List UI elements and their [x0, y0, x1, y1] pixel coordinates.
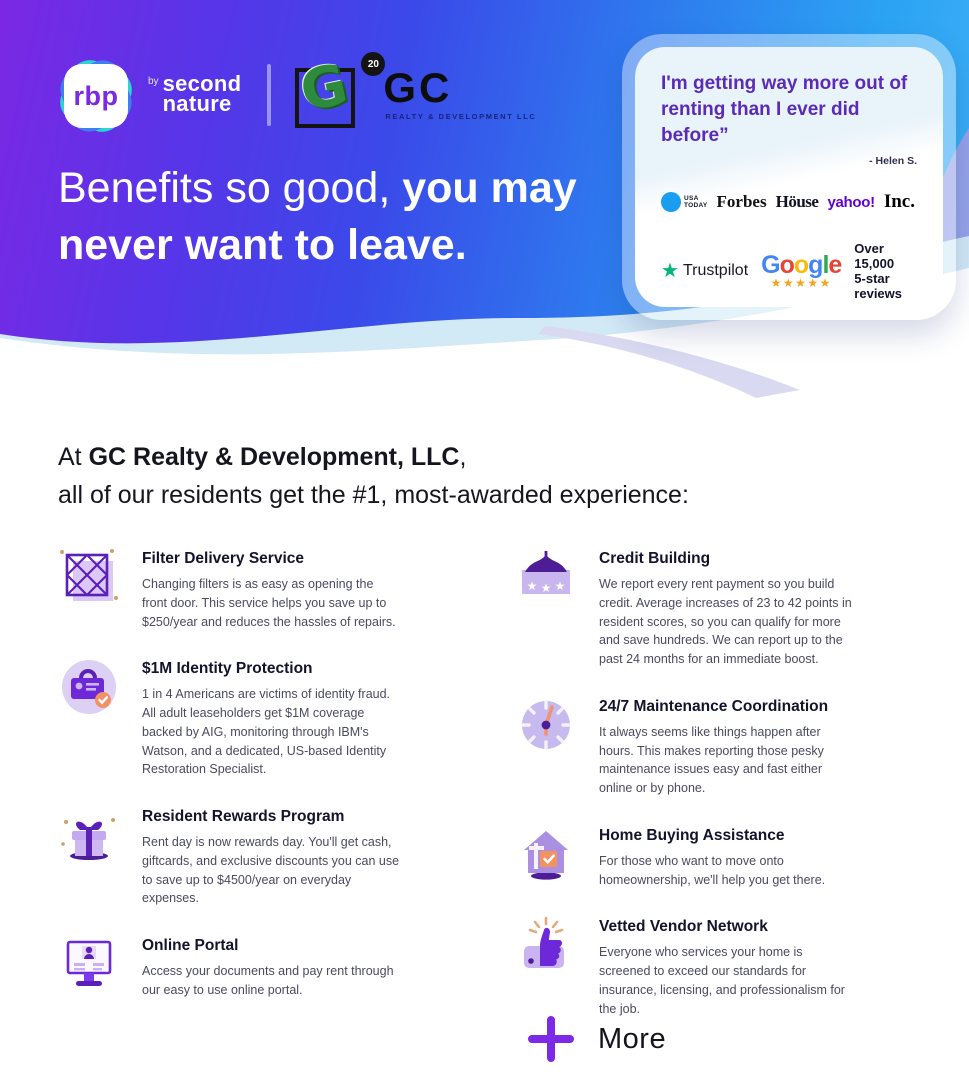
benefit-description: 1 in 4 Americans are victims of identity fraud. All adult leaseholders get $1M coverage backed by AIG, monitoring through IBM's Watson, and a dedicated, US-based Identity Restoration Specialist.	[142, 687, 391, 777]
intro-line2: all of our residents get the #1, most-awarded experience:	[58, 481, 689, 509]
benefit-description: Everyone who services your home is screened to exceed our standards for insurance, licensing, and professionalism for the job.	[599, 945, 845, 1016]
section-heading: At GC Realty & Development, LLC, all of our residents get the #1, most-awarded experience:	[58, 438, 689, 514]
benefit-maintenance	[515, 694, 865, 798]
house-check-icon	[515, 823, 577, 885]
benefit-identity-protection	[58, 656, 408, 779]
benefit-title: $1M Identity Protection	[142, 660, 313, 678]
testimonial-card	[622, 34, 956, 320]
benefit-description: For those who want to move onto homeownership, we'll help you get there.	[599, 853, 826, 887]
gc-green-g-icon: G	[295, 51, 354, 126]
benefit-filter-delivery	[58, 546, 408, 631]
usa-today-logo: USA TODAY	[661, 192, 708, 212]
reviews-row	[661, 241, 917, 301]
gc-wordmark: GC	[383, 64, 453, 111]
benefit-description: We report every rent payment so you build credit. Average increases of 23 to 42 points in resident scores, so you can qualify for more and save hundreds. We can report up to the past 24 months for an immediate boost.	[599, 577, 852, 666]
hero-headline	[58, 160, 618, 274]
headline-bold-2: never want to leave.	[58, 221, 467, 269]
svg-text:★: ★	[554, 579, 566, 593]
headline-regular: Benefits so good,	[58, 164, 403, 212]
benefits-column-left	[58, 546, 408, 1025]
second-nature-wordmark	[148, 71, 242, 116]
benefit-resident-rewards	[58, 804, 408, 908]
gift-box-icon	[58, 804, 120, 866]
gc-realty-logo	[295, 52, 545, 138]
svg-text:★: ★	[526, 579, 538, 593]
rbp-logo-text: rbp	[73, 80, 119, 111]
logo-divider	[267, 64, 271, 126]
benefit-credit-building	[515, 546, 865, 669]
usa-today-circle-icon	[661, 192, 681, 212]
trustpilot-logo: ★ Trustpilot	[661, 260, 749, 282]
benefit-description: It always seems like things happen after hours. This makes reporting those pesky maintenance issues easy and fast either online or by phone.	[599, 724, 824, 795]
inc-logo: Inc.	[883, 191, 915, 212]
benefit-home-buying	[515, 823, 865, 890]
air-filter-icon	[58, 546, 120, 608]
benefit-title: Vetted Vendor Network	[599, 918, 768, 936]
rbp-badge-icon	[58, 58, 134, 134]
by-label: by	[148, 76, 159, 87]
review-count: Over 15,000 5-star reviews	[854, 241, 902, 301]
house-logo: Höuse	[775, 192, 819, 211]
credit-stars-icon	[515, 546, 577, 608]
identity-shield-icon	[58, 656, 120, 718]
plus-icon	[528, 1016, 574, 1062]
intro-company-name: GC Realty & Development, LLC	[88, 443, 460, 471]
brand-line1: second	[162, 71, 242, 96]
forbes-logo: Forbes	[716, 192, 767, 211]
gc-subtext: REALTY & DEVELOPMENT LLC	[385, 112, 537, 121]
brand-line2: nature	[162, 91, 232, 116]
google-reviews-logo: Google ★★★★★	[761, 251, 842, 290]
intro-prefix: At	[58, 443, 89, 471]
yahoo-logo: yahoo!	[827, 193, 875, 211]
benefits-column-right	[515, 546, 865, 1043]
five-stars-icon: ★★★★★	[770, 276, 832, 290]
benefit-description: Access your documents and pay rent through our easy to use online portal.	[142, 964, 394, 997]
logo-row	[58, 51, 545, 138]
benefit-title: Online Portal	[142, 937, 239, 954]
clock-icon	[515, 694, 577, 756]
gc-20-years-badge: 20	[361, 52, 385, 76]
testimonial-quote: I'm getting way more out of renting than I ever did before”	[661, 73, 908, 146]
benefit-online-portal	[58, 933, 408, 1000]
benefit-title: Home Buying Assistance	[599, 826, 785, 844]
headline-bold-1: you may	[402, 164, 577, 212]
benefit-title: Filter Delivery Service	[142, 550, 304, 567]
benefit-title: Resident Rewards Program	[142, 808, 345, 825]
testimonial-attribution: - Helen S.	[869, 155, 917, 167]
monitor-portal-icon	[58, 933, 120, 995]
benefit-title: Credit Building	[599, 550, 711, 567]
more-label: More	[598, 1022, 667, 1055]
hero-header	[0, 0, 969, 400]
svg-text:★: ★	[540, 581, 552, 595]
benefit-vendor-network	[515, 914, 865, 1018]
media-logos-row	[661, 191, 917, 213]
trustpilot-star-icon: ★	[661, 260, 679, 282]
rbp-logo	[58, 58, 241, 134]
thumbs-up-icon	[515, 914, 577, 976]
benefit-description: Changing filters is as easy as opening the front door. This service helps you save up to $250/year and reduces the hassles of repairs.	[142, 577, 396, 629]
more-button[interactable]	[528, 1016, 666, 1062]
benefit-title: 24/7 Maintenance Coordination	[599, 697, 829, 715]
benefit-description: Rent day is now rewards day. You'll get cash, giftcards, and exclusive discounts you can use to save up to $4500/year on everyday expenses.	[142, 835, 400, 906]
